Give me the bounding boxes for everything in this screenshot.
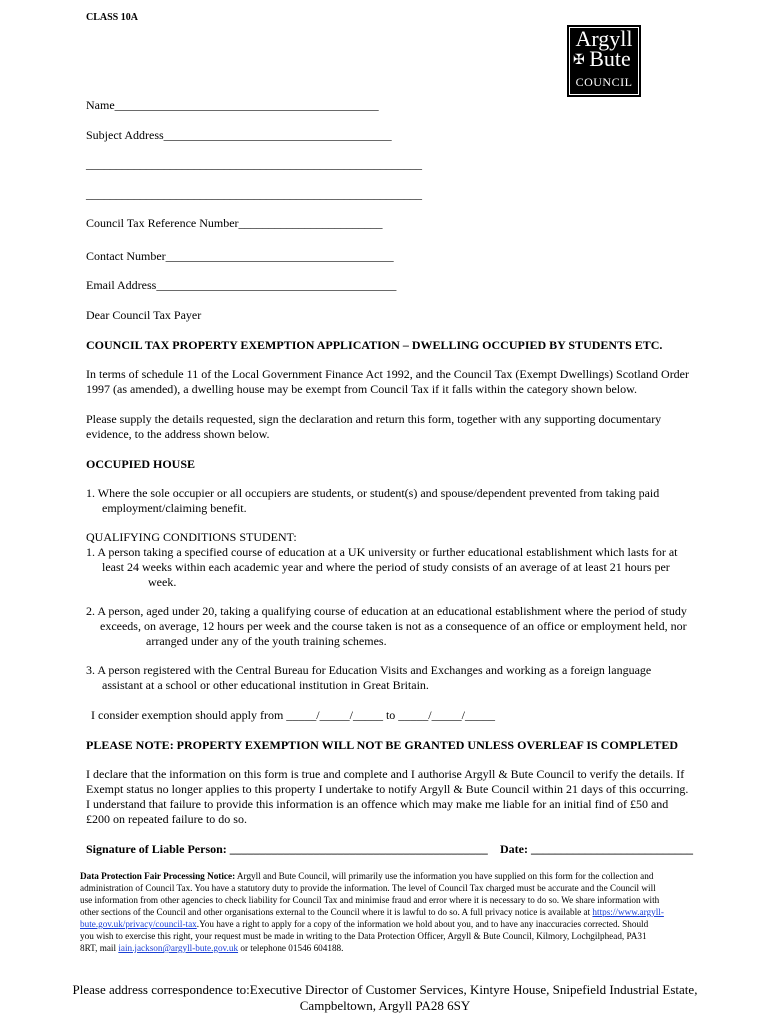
data-protection-line-7 — [80, 942, 343, 954]
logo-line-2: Bute — [589, 46, 631, 71]
name-field[interactable]: Name____________________________________________ — [86, 98, 379, 112]
declaration-line-4: £200 on repeated failure to do so. — [86, 812, 247, 826]
condition-1-line-2: least 24 weeks within each academic year and where the period of study consists of an average of at least 21 hours per — [102, 560, 670, 574]
condition-2-line-3: arranged under any of the youth training schemes. — [146, 634, 387, 648]
occupied-house-heading: OCCUPIED HOUSE — [86, 457, 196, 471]
dp-text-5: .You have a right to apply for a copy of the information we hold about you, and to have any inaccuracies corrected. Should — [196, 919, 649, 929]
address-line-3[interactable]: ________________________________________________________ — [86, 187, 422, 201]
email-address-field[interactable]: Email Address________________________________________ — [86, 278, 397, 292]
address-line-2[interactable]: ________________________________________________________ — [86, 157, 422, 171]
condition-1-line-3: week. — [148, 575, 177, 589]
signature-field[interactable]: Signature of Liable Person: ___________________________________________ — [86, 842, 488, 856]
condition-1-line-1: 1. A person taking a specified course of education at a UK university or further educational establishment which lasts for at — [86, 545, 678, 559]
council-tax-reference-field[interactable]: Council Tax Reference Number________________________ — [86, 216, 383, 230]
privacy-notice-link[interactable]: https://www.argyll- — [592, 907, 664, 917]
declaration-line-2: Exempt status no longer applies to this property I undertake to notify Argyll & Bute Council within 21 days of this occurring. — [86, 782, 689, 796]
condition-3-line-2: assistant at a school or other educational institution in Great Britain. — [102, 678, 429, 692]
qualifying-heading: QUALIFYING CONDITIONS STUDENT: — [86, 530, 297, 544]
salutation: Dear Council Tax Payer — [86, 308, 202, 322]
data-protection-line-6: you wish to exercise this right, your request must be made in writing to the Data Protection Officer, Argyll & Bute Council, Kilmory, Lochgilphead, PA31 — [80, 931, 647, 941]
data-protection-label: Data Protection Fair Processing Notice: — [80, 871, 236, 881]
subject-address-field[interactable]: Subject Address______________________________________ — [86, 128, 392, 142]
condition-3-line-1: 3. A person registered with the Central Bureau for Education Visits and Exchanges and working as a foreign language — [86, 663, 652, 677]
dp-text-4: other sections of the Council and other organisations external to the Council where it is lawful to do so. A full privacy notice is available at — [80, 907, 593, 917]
overleaf-note: PLEASE NOTE: PROPERTY EXEMPTION WILL NOT BE GRANTED UNLESS OVERLEAF IS COMPLETED — [86, 738, 679, 752]
occupied-item-1-line-2: employment/claiming benefit. — [102, 501, 247, 515]
data-protection-line-3: use information from other agencies to check liability for Council Tax and minimise fraud and error where it is necessary to do so. We share information with — [80, 895, 660, 905]
condition-2-line-2: exceeds, on average, 12 hours per week and the course taken is not as a consequence of an office or employment held, nor — [100, 619, 687, 633]
date-field[interactable]: Date: ___________________________ — [500, 842, 693, 856]
declaration-line-1: I declare that the information on this form is true and complete and I authorise Argyll & Bute Council to verify the details. If — [86, 767, 685, 781]
dp-text-7a: 8RT, mail — [80, 943, 119, 953]
condition-2-line-1: 2. A person, aged under 20, taking a qualifying course of education at an educational establishment where the period of study — [86, 604, 687, 618]
intro-line-4: evidence, to the address shown below. — [86, 427, 270, 441]
privacy-notice-link-cont[interactable]: bute.gov.uk/privacy/council-tax — [80, 919, 197, 929]
logo-line-1: Argyll — [575, 26, 633, 51]
form-code: CLASS 10A — [86, 12, 138, 23]
exemption-date-field[interactable]: I consider exemption should apply from _____/_____/_____ to _____/_____/_____ — [91, 708, 495, 722]
contact-number-field[interactable]: Contact Number______________________________________ — [86, 249, 394, 263]
footer-address-line-2: Campbeltown, Argyll PA28 6SY — [299, 998, 471, 1013]
saltire-cross-icon: ✠ — [573, 53, 585, 68]
data-protection-line-2: administration of Council Tax. You have a statutory duty to provide the information. The level of Council Tax charged must be accurate and the Council will — [80, 883, 656, 893]
dp-text-7b: or telephone 01546 604188. — [238, 943, 344, 953]
data-protection-line-4 — [80, 906, 664, 918]
data-protection-line-1 — [80, 870, 653, 882]
contact-email-link[interactable]: iain.jackson@argyll-bute.gov.uk — [118, 943, 239, 953]
dp-text-1: Argyll and Bute Council, will primarily use the information you have supplied on this form for the collection and — [235, 871, 654, 881]
intro-line-3: Please supply the details requested, sign the declaration and return this form, together with any supporting documentary — [86, 412, 662, 426]
declaration-line-3: I understand that failure to provide this information is an offence which may make me liable for an initial find of £50 and — [86, 797, 669, 811]
intro-line-2: 1997 (as amended), a dwelling house may be exempt from Council Tax if it falls within the category shown below. — [86, 382, 638, 396]
form-title: COUNCIL TAX PROPERTY EXEMPTION APPLICATION – DWELLING OCCUPIED BY STUDENTS ETC. — [86, 338, 663, 352]
argyll-bute-council-logo — [567, 25, 641, 97]
footer-address-line-1: Please address correspondence to:Executive Director of Customer Services, Kintyre House, Snipefield Industrial Estate, — [72, 982, 698, 997]
logo-line-3: COUNCIL — [575, 75, 633, 89]
occupied-item-1-line-1: 1. Where the sole occupier or all occupiers are students, or student(s) and spouse/dependent prevented from taking paid — [86, 486, 660, 500]
intro-line-1: In terms of schedule 11 of the Local Government Finance Act 1992, and the Council Tax (Exempt Dwellings) Scotland Order — [86, 367, 690, 381]
data-protection-line-5 — [80, 918, 648, 930]
